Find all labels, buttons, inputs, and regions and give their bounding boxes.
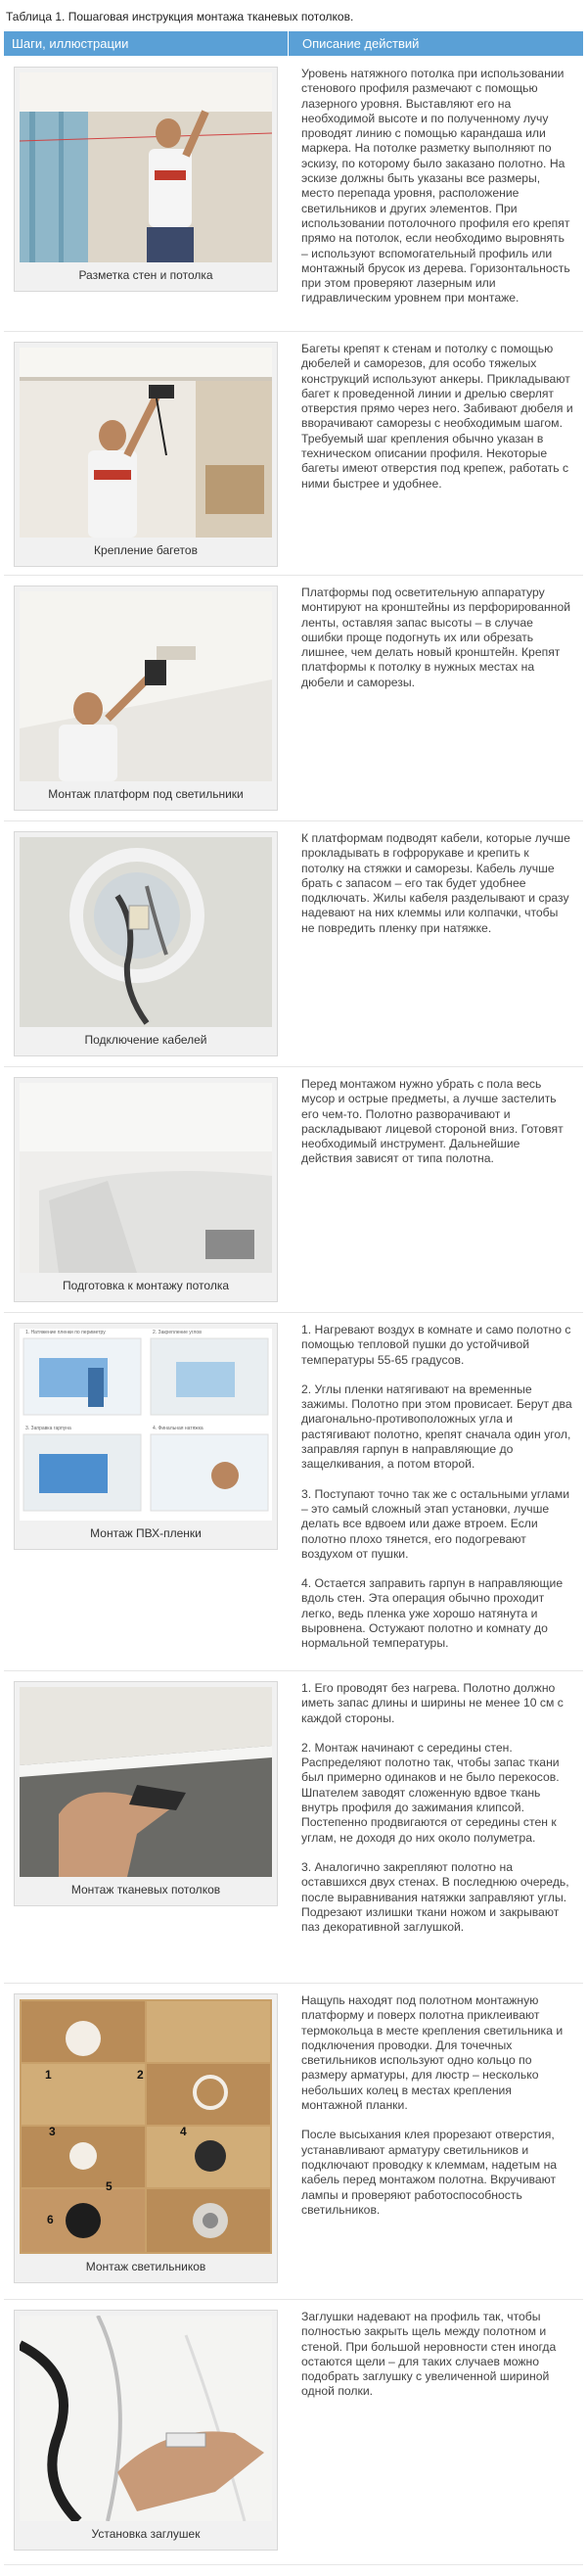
table-row [4, 1671, 583, 1984]
header-steps: Шаги, иллюстрации [4, 31, 289, 56]
illustration-frame [14, 2310, 278, 2551]
description-paragraph: 3. Аналогично закрепляют полотно на оставшихся двух стенах. В последнюю очередь, после выравнивания натяжки заправляют углы. Подрезают излишки ткани ножом и закрывают паз декоративной заглушкой. [301, 1859, 569, 1935]
collage-number-4: 4 [180, 2125, 187, 2138]
step-label: Подключение кабелей [84, 1033, 207, 1047]
collage-pvc-film [20, 1329, 272, 1521]
step-label: Подготовка к монтажу потолка [62, 1279, 230, 1292]
table-row [4, 576, 583, 821]
illustration-frame [14, 1681, 278, 1906]
illustration-frame [14, 1323, 278, 1550]
description-paragraph: 3. Поступают точно так же с остальными углами – это самый сложный этап установки, лучше делать все вдвоем или даже втроем. Если полотно плохо тянется, его подогревают воздухом от пушки. [301, 1486, 570, 1561]
header-description: Описание действий [302, 36, 420, 51]
photo-light-platforms [20, 591, 272, 781]
step-description [288, 1067, 583, 1312]
illustration-frame [14, 1993, 278, 2283]
step-description [288, 2300, 583, 2564]
description-paragraph: Заглушки надевают на профиль так, чтобы полностью закрыть щель между полотном и стеной. При большой неровности стен иногда остаются щели – для таких случаев можно подобрать заглушку с увеличенной шириной одной полки. [301, 2310, 557, 2399]
description-paragraph: Уровень натяжного потолка при использовании стенового профиля размечают с помощью лазерного уровня. Выставляют его на необходимой высоте и по полученному лучу проводят линию с помощью карандаша или маркера. На потолке разметку выполняют по эскизу, по которому было заказано полотно. На эскизе должны быть указаны все размеры, место перепада уровня, расположение светильников и других элементов. При использовании потолочного профиля его крепят прямо на потолок, если необходимо выровнять – используют вспомогательный профиль или монтажный брусок из дерева. Горизонтальность при этом проверяют лазерным или гидравлическим уровнем при монтаже. [301, 67, 570, 305]
step-description [288, 57, 583, 331]
description-paragraph: 1. Его проводят без нагрева. Полотно должно иметь запас длины и ширины не менее 10 см с каждой стороны. [301, 1681, 564, 1725]
collage-number-6: 6 [47, 2213, 54, 2226]
photo-fabric-ceiling [20, 1687, 272, 1877]
photo-preparation [20, 1083, 272, 1273]
photo-plug-installation [20, 2316, 272, 2521]
step-description [288, 1984, 583, 2299]
description-paragraph: 2. Монтаж начинают с середины стен. Распределяют полотно так, чтобы запас ткани был примерно одинаков и не было перекосов. Шпателем заводят сложенную вдвое ткань внутрь профиля до зажимания клипсой. Постепенно продвигаются от середины стен к углам, не доходя до них около полуметра. [301, 1740, 560, 1845]
step-label: Разметка стен и потолка [78, 268, 213, 282]
illustration-frame [14, 585, 278, 811]
collage-caption-1: 1. Натяжение пленки по периметру [25, 1330, 106, 1335]
illustration-frame [14, 1077, 278, 1302]
collage-caption-4: 4. Финальная натяжка [153, 1426, 203, 1431]
photo-cable-connection [20, 837, 272, 1027]
illustration-frame [14, 831, 278, 1056]
description-paragraph: К платформам подводят кабели, которые лучше прокладывать в гофрорукаве и крепить к потолку на стяжки и саморезы. Кабель лучше брать с запасом – его так будет удобнее подключать. Жилы кабеля разделывают и сразу надевают на них клеммы или колпачки, чтобы не повредить пленку при натяжке. [301, 831, 570, 935]
table-row [4, 57, 583, 332]
table-header [4, 31, 583, 56]
description-paragraph: Перед монтажом нужно убрать с пола весь мусор и острые предметы, а лучше застелить его чем-то. Полотно разворачивают и раскладывают лицевой стороной вниз. Готовят необходимый инструмент. Дальнейшие действия зависят от типа полотна. [301, 1077, 564, 1166]
table-caption: Таблица 1. Пошаговая инструкция монтажа тканевых потолков. [6, 10, 354, 23]
photo-baguette-mounting [20, 348, 272, 538]
collage-number-5: 5 [106, 2179, 113, 2193]
collage-number-3: 3 [49, 2125, 56, 2138]
description-paragraph: 4. Остается заправить гарпун в направляющие вдоль стен. Эта операция обычно проходит легко, ведь пленка уже хорошо натянута и выровнена. Остужают полотно и комнату до нормальной температуры. [301, 1576, 564, 1651]
step-label: Монтаж платформ под светильники [48, 787, 244, 801]
illustration-frame [14, 342, 278, 567]
collage-caption-2: 2. Закрепление углов [153, 1330, 202, 1335]
illustration-frame [14, 67, 278, 292]
step-description [288, 1671, 583, 1983]
description-paragraph: Нащупь находят под полотном монтажную платформу и поверх полотна приклеивают термокольца в месте крепления светильника и подключения проводки. Для точечных светильников используют одно кольцо по размеру арматуры, для люстр – несколько небольших колец в местах крепления монтажной планки. [301, 1993, 564, 2113]
collage-number-1: 1 [45, 2068, 52, 2082]
description-paragraph: Платформы под осветительную аппаратуру монтируют на кронштейны из перфорированной ленты, оставляя запас высоты – в случае ошибки проще подогнуть их или обрезать лишнее, чем делать новый кронштейн. Крепят платформы к потолку в нужных местах на дюбели и саморезы. [301, 585, 571, 689]
table-row [4, 332, 583, 576]
description-paragraph: 2. Углы пленки натягивают на временные зажимы. Полотно при этом провисает. Берут два диагонально-противоположных угла и растягивают полотно, крепят сначала один угол, заправляя гарпун в направляющие до защелкивания, а потом второй. [301, 1382, 572, 1472]
table-row [4, 1984, 583, 2300]
table-row [4, 2300, 583, 2565]
step-label: Монтаж тканевых потолков [70, 1883, 221, 1897]
step-label: Монтаж светильников [85, 2260, 206, 2273]
step-label: Установка заглушек [91, 2527, 201, 2541]
collage-caption-3: 3. Заправка гарпуна [25, 1426, 71, 1431]
step-description [288, 576, 583, 820]
table-row [4, 821, 583, 1067]
step-description [288, 821, 583, 1066]
description-paragraph: После высыхания клея прорезают отверстия, устанавливают арматуру светильников и подключают проводку к клеммам, надетым на кабель перед монтажом полотна. Вкручивают лампы и проверяют работоспособность светильников. [301, 2128, 558, 2217]
step-label: Крепление багетов [94, 543, 198, 557]
table-row [4, 1067, 583, 1313]
table-row [4, 1313, 583, 1671]
step-description [288, 1313, 583, 1670]
description-paragraph: 1. Нагревают воздух в комнате и само полотно с помощью тепловой пушки до устойчивой температуры 55-65 градусов. [301, 1323, 571, 1367]
step-description [288, 332, 583, 575]
collage-number-2: 2 [137, 2068, 144, 2082]
step-label: Монтаж ПВХ-пленки [90, 1526, 202, 1540]
description-paragraph: Багеты крепят к стенам и потолку с помощью дюбелей и саморезов, для особо тяжелых конструкций используют анкеры. Прикладывают багет к проведенной линии и дрелью сверлят отверстия прямо через него. Забивают дюбеля и вворачивают саморезы с необходимым шагом. Требуемый шаг крепления обычно указан в техническом описании профиля. Некоторые багеты имеют отверстия под крепеж, работать с ними быстрее и удобнее. [301, 342, 573, 491]
photo-wall-marking [20, 72, 272, 262]
collage-light-fixtures [20, 1999, 272, 2254]
